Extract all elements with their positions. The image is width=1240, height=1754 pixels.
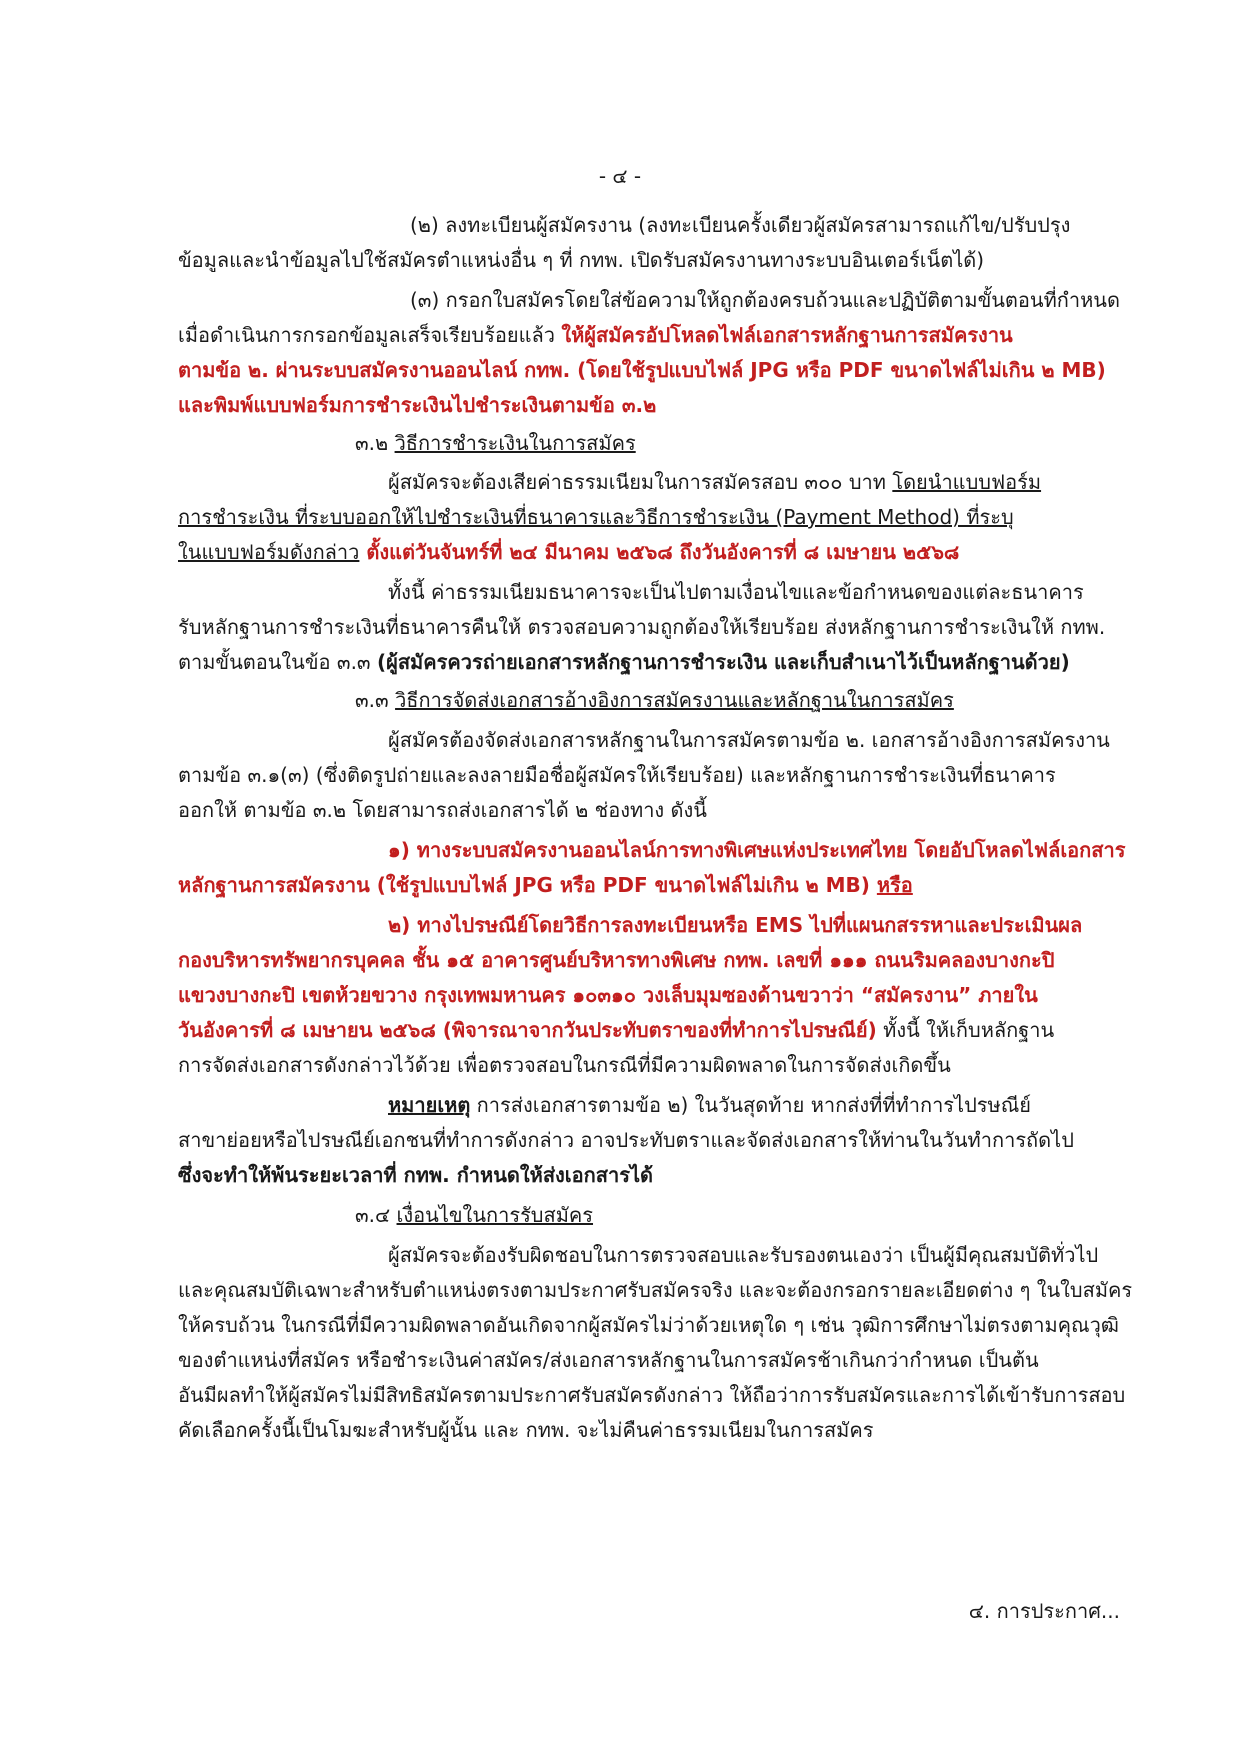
note-label: หมายเหตุ — [388, 1093, 471, 1117]
channel-2-line3: แขวงบางกะปิ เขตห้วยขวาง กรุงเทพมหานคร ๑๐๓๑๐ วงเล็บมุมซองด้านขวาว่า “สมัครงาน” ภายใน — [178, 983, 1038, 1007]
section-3-4-line3: ให้ครบถ้วน ในกรณีที่มีความผิดพลาดอันเกิดจากผู้สมัครไม่ว่าด้วยเหตุใด ๆ เช่น วุฒิการศึกษาไม่ตรงตามคุณวุฒิ — [178, 1313, 1119, 1337]
section-3-2-line4: ทั้งนี้ ค่าธรรมเนียมธนาคารจะเป็นไปตามเงื่อนไขและข้อกำหนดของแต่ละธนาคาร — [388, 580, 1084, 604]
section-3-3-line1: ผู้สมัครต้องจัดส่งเอกสารหลักฐานในการสมัครตามข้อ ๒. เอกสารอ้างอิงการสมัครงาน — [388, 728, 1110, 752]
section-3-3-line2: ตามข้อ ๓.๑(๓) (ซึ่งติดรูปถ่ายและลงลายมือชื่อผู้สมัครให้เรียบร้อย) และหลักฐานการชำระเงินที่ธนาคาร — [178, 763, 1056, 787]
section-3-3-heading — [355, 685, 954, 715]
section-3-2-heading — [355, 428, 636, 458]
section-3-3-number: ๓.๓ — [355, 688, 396, 712]
section-3-4-heading — [355, 1200, 593, 1230]
section-3-2-line5: รับหลักฐานการชำระเงินที่ธนาคารคืนให้ ตรวจสอบความถูกต้องให้เรียบร้อย ส่งหลักฐานการชำระเงินให้ กทพ. — [178, 615, 1106, 639]
section-3-4-line4: ของตำแหน่งที่สมัคร หรือชำระเงินค่าสมัคร/ส่งเอกสารหลักฐานในการสมัครช้าเกินกว่ากำหนด เป็นต้น — [178, 1348, 1039, 1372]
channel-2-line4-text: ทั้งนี้ ให้เก็บหลักฐาน — [876, 1018, 1055, 1042]
section-3-4-line1: ผู้สมัครจะต้องรับผิดชอบในการตรวจสอบและรับรองตนเองว่า เป็นผู้มีคุณสมบัติทั่วไป — [388, 1243, 1099, 1267]
section-3-4-line6: คัดเลือกครั้งนี้เป็นโมฆะสำหรับผู้นั้น และ กทพ. จะไม่คืนค่าธรรมเนียมในการสมัคร — [178, 1418, 874, 1442]
payment-period: ตั้งแต่วันจันทร์ที่ ๒๔ มีนาคม ๒๕๖๘ ถึงวันอังคารที่ ๘ เมษายน ๒๕๖๘ — [359, 540, 960, 564]
note-line1-text: การส่งเอกสารตามข้อ ๒) ในวันสุดท้าย หากส่งที่ที่ทำการไปรษณีย์ — [470, 1093, 1032, 1117]
note-line1 — [388, 1090, 1031, 1120]
section-3-2-line1-text: ผู้สมัครจะต้องเสียค่าธรรมเนียมในการสมัครสอบ ๓๐๐ บาท — [388, 470, 893, 494]
section-3-2-line6-text: ตามขั้นตอนในข้อ ๓.๓ — [178, 650, 377, 674]
channel-1-line2 — [178, 870, 913, 900]
note-line2: สาขาย่อยหรือไปรษณีย์เอกชนที่ทำการดังกล่าว อาจประทับตราและจัดส่งเอกสารให้ท่านในวันทำการถัดไป — [178, 1128, 1074, 1152]
section-3-2-line3-underlined: ในแบบฟอร์มดังกล่าว — [178, 540, 360, 564]
section-3-2-line2: การชำระเงิน ที่ระบบออกให้ไปชำระเงินที่ธนาคารและวิธีการชำระเงิน (Payment Method) ที่ระบุ — [178, 505, 1014, 529]
step3-upload-instruction: ให้ผู้สมัครอัปโหลดไฟล์เอกสารหลักฐานการสมัครงาน — [561, 323, 1013, 347]
channel-1-or: หรือ — [876, 873, 913, 897]
step2-line2: ข้อมูลและนำข้อมูลไปใช้สมัครตำแหน่งอื่น ๆ ที่ กทพ. เปิดรับสมัครงานทางระบบอินเตอร์เน็ตได้) — [178, 248, 985, 272]
section-3-3-line3: ออกให้ ตามข้อ ๓.๒ โดยสามารถส่งเอกสารได้ ๒ ช่องทาง ดังนี้ — [178, 798, 707, 822]
channel-2-line1: ๒) ทางไปรษณีย์โดยวิธีการลงทะเบียนหรือ EMS ไปที่แผนกสรรหาและประเมินผล — [388, 913, 1083, 937]
step3-line1: (๓) กรอกใบสมัครโดยใส่ข้อความให้ถูกต้องครบถ้วนและปฏิบัติตามขั้นตอนที่กำหนด — [410, 288, 1120, 312]
page-number: - ๔ - — [598, 164, 642, 188]
step2-line1: (๒) ลงทะเบียนผู้สมัครงาน (ลงทะเบียนครั้งเดียวผู้สมัครสามารถแก้ไข/ปรับปรุง — [410, 213, 1071, 237]
section-3-2-number: ๓.๒ — [355, 431, 395, 455]
section-3-2-title: วิธีการชำระเงินในการสมัคร — [394, 431, 636, 455]
channel-2-line4 — [178, 1015, 1054, 1045]
section-3-3-title: วิธีการจัดส่งเอกสารอ้างอิงการสมัครงานและหลักฐานในการสมัคร — [395, 688, 954, 712]
section-3-2-line6-bold: (ผู้สมัครควรถ่ายเอกสารหลักฐานการชำระเงิน และเก็บสำเนาไว้เป็นหลักฐานด้วย) — [376, 650, 1070, 674]
note-line3: ซึ่งจะทำให้พ้นระยะเวลาที่ กทพ. กำหนดให้ส่งเอกสารได้ — [178, 1163, 653, 1187]
section-3-2-line6 — [178, 647, 1070, 677]
section-3-2-line1 — [388, 467, 1041, 497]
channel-2-line2: กองบริหารทรัพยากรบุคคล ชั้น ๑๕ อาคารศูนย์บริหารทางพิเศษ กทพ. เลขที่ ๑๑๑ ถนนริมคลองบางกะปิ — [178, 948, 1055, 972]
channel-1-line2-text: หลักฐานการสมัครงาน (ใช้รูปแบบไฟล์ JPG หรือ PDF ขนาดไฟล์ไม่เกิน ๒ MB) — [178, 873, 877, 897]
section-3-2-line3 — [178, 537, 959, 567]
continuation-footer: ๔. การประกาศ... — [968, 1599, 1120, 1623]
step3-line2-text: เมื่อดำเนินการกรอกข้อมูลเสร็จเรียบร้อยแล้ว — [178, 323, 562, 347]
channel-2-line5: การจัดส่งเอกสารดังกล่าวไว้ด้วย เพื่อตรวจสอบในกรณีที่มีความผิดพลาดในการจัดส่งเกิดขึ้น — [178, 1053, 951, 1077]
section-3-4-line2: และคุณสมบัติเฉพาะสำหรับตำแหน่งตรงตามประกาศรับสมัครจริง และจะต้องกรอกรายละเอียดต่าง ๆ ในใบสมัคร — [178, 1278, 1133, 1302]
section-3-2-line1-underlined: โดยนำแบบฟอร์ม — [892, 470, 1042, 494]
channel-2-deadline: วันอังคารที่ ๘ เมษายน ๒๕๖๘ (พิจารณาจากวันประทับตราของที่ทำการไปรษณีย์) — [178, 1018, 877, 1042]
step3-line4: และพิมพ์แบบฟอร์มการชำระเงินไปชำระเงินตามข้อ ๓.๒ — [178, 393, 657, 417]
section-3-4-number: ๓.๔ — [355, 1203, 397, 1227]
step3-line2 — [178, 320, 1013, 350]
section-3-4-line5: อันมีผลทำให้ผู้สมัครไม่มีสิทธิสมัครตามประกาศรับสมัครดังกล่าว ให้ถือว่าการรับสมัครและการได้เข้ารับการสอบ — [178, 1383, 1126, 1407]
step3-line3: ตามข้อ ๒. ผ่านระบบสมัครงานออนไลน์ กทพ. (โดยใช้รูปแบบไฟล์ JPG หรือ PDF ขนาดไฟล์ไม่เกิน ๒ MB) — [178, 358, 1106, 382]
section-3-4-title: เงื่อนไขในการรับสมัคร — [396, 1203, 594, 1227]
channel-1-line1: ๑) ทางระบบสมัครงานออนไลน์การทางพิเศษแห่งประเทศไทย โดยอัปโหลดไฟล์เอกสาร — [388, 838, 1126, 862]
